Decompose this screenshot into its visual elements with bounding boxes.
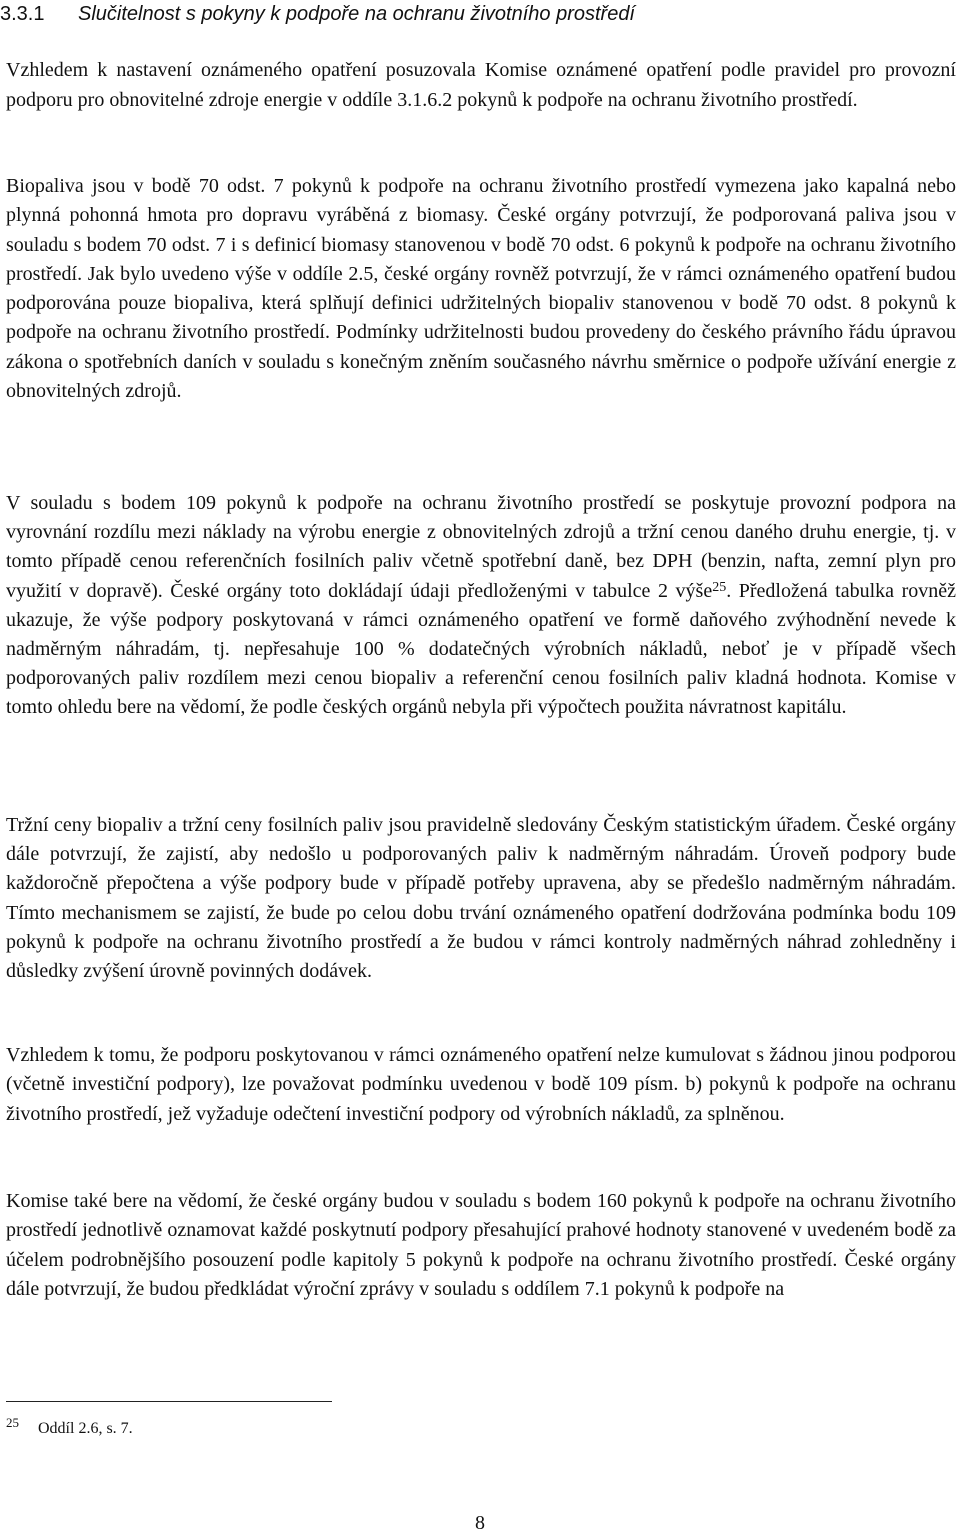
- paragraph-cumulation: Vzhledem k tomu, že podporu poskytovanou v rámci oznámeného opatření nelze kumulovat s žádnou jinou podporou (včetně investiční podpory), lze považovat podmínku uvedenou v bodě 109 písm. b) pokynů k podpoře na ochranu životního prostředí, jež vyžaduje odečtení investiční podpory od výrobních nákladů, za splněnou.: [6, 1044, 956, 1125]
- section-number: 3.3.1: [0, 3, 45, 25]
- footnote: [6, 1412, 133, 1440]
- section-heading: [0, 0, 940, 28]
- paragraph-operating-aid: [6, 489, 956, 723]
- section-title: Slučitelnost s pokyny k podpoře na ochranu životního prostředí: [78, 3, 635, 25]
- footnote-separator: [6, 1401, 332, 1402]
- page-number: 8: [475, 1512, 485, 1534]
- paragraph-market-prices: Tržní ceny biopaliv a tržní ceny fosilních paliv jsou pravidelně sledovány Českým statistickým úřadem. České orgány dále potvrzují, že zajistí, aby nedošlo u podporovaných paliv k nadměrným náhradám. Úroveň podpory bude každoročně přepočtena a výše podpory bude v případě potřeby upravena, aby se předešlo nadměrným náhradám. Tímto mechanismem se zajistí, že bude po celou dobu trvání oznámeného opatření dodržována podmínka bodu 109 pokynů k podpoře na ochranu životního prostředí a že budou v rámci kontroly nadměrných náhrad zohledněny i důsledky zvýšení úrovně povinných dodávek.: [6, 814, 956, 983]
- footnote-number: 25: [6, 1415, 19, 1430]
- paragraph-text-before-ref: V souladu s bodem 109 pokynů k podpoře na ochranu životního prostředí se poskytuje provozní podpora na vyrovnání rozdílu mezi náklady na výrobu energie z obnovitelných zdrojů a tržní cenou daného druhu energie, tj. v tomto případě cenou referenčních fosilních paliv včetně spotřební daně, bez DPH (benzin, nafta, zemní plyn pro využití v dopravě). České orgány toto dokládají údaji předloženými v tabulce 2 výše: [6, 492, 956, 602]
- paragraph-biofuels-definition: Biopaliva jsou v bodě 70 odst. 7 pokynů k podpoře na ochranu životního prostředí vymezena jako kapalná nebo plynná pohonná hmota pro dopravu vyráběná z biomasy. České orgány potvrzují, že podporovaná paliva jsou v souladu s bodem 70 odst. 7 i s definicí biomasy stanovenou v bodě 70 odst. 6 pokynů k podpoře na ochranu životního prostředí. Jak bylo uvedeno výše v oddíle 2.5, české orgány rovněž potvrzují, že v rámci oznámeného opatření budou podporována pouze biopaliva, která splňují definici udržitelných biopaliv stanovenou v bodě 70 odst. 8 pokynů k podpoře na ochranu životního prostředí. Podmínky udržitelnosti budou provedeny do českého právního řádu úpravou zákona o spotřebních daních v souladu s konečným zněním současného návrhu směrnice o podpoře užívání energie z obnovitelných zdrojů.: [6, 175, 956, 403]
- footnote-text: Oddíl 2.6, s. 7.: [38, 1420, 133, 1437]
- paragraph-text-after-ref: . Předložená tabulka rovněž ukazuje, že výše podpory poskytovaná v rámci oznámeného opatření ve formě daňového zvýhodnění nevede k nadměrným náhradám, tj. nepřesahuje 100 % dodatečných výrobních nákladů, neboť je v případě všech podporovaných paliv rozdílem mezi cenou biopaliv a referenční cenou fosilních paliv kladná hodnota. Komise v tomto ohledu bere na vědomí, že podle českých orgánů nebyla při výpočtech použita návratnost kapitálu.: [6, 579, 956, 719]
- footnote-reference[interactable]: 25: [712, 579, 727, 595]
- paragraph-notification-reporting: Komise také bere na vědomí, že české orgány budou v souladu s bodem 160 pokynů k podpoře na ochranu životního prostředí jednotlivě oznamovat každé poskytnutí podpory přesahující prahové hodnoty stanovené v uvedeném bodě za účelem podrobnějšího posouzení podle kapitoly 5 pokynů k podpoře na ochranu životního prostředí. České orgány dále potvrzují, že budou předkládat výroční zprávy v souladu s oddílem 7.1 pokynů k podpoře na: [6, 1190, 956, 1300]
- paragraph-assessment-basis: Vzhledem k nastavení oznámeného opatření posuzovala Komise oznámené opatření podle pravidel pro provozní podporu pro obnovitelné zdroje energie v oddíle 3.1.6.2 pokynů k podpoře na ochranu životního prostředí.: [6, 59, 956, 111]
